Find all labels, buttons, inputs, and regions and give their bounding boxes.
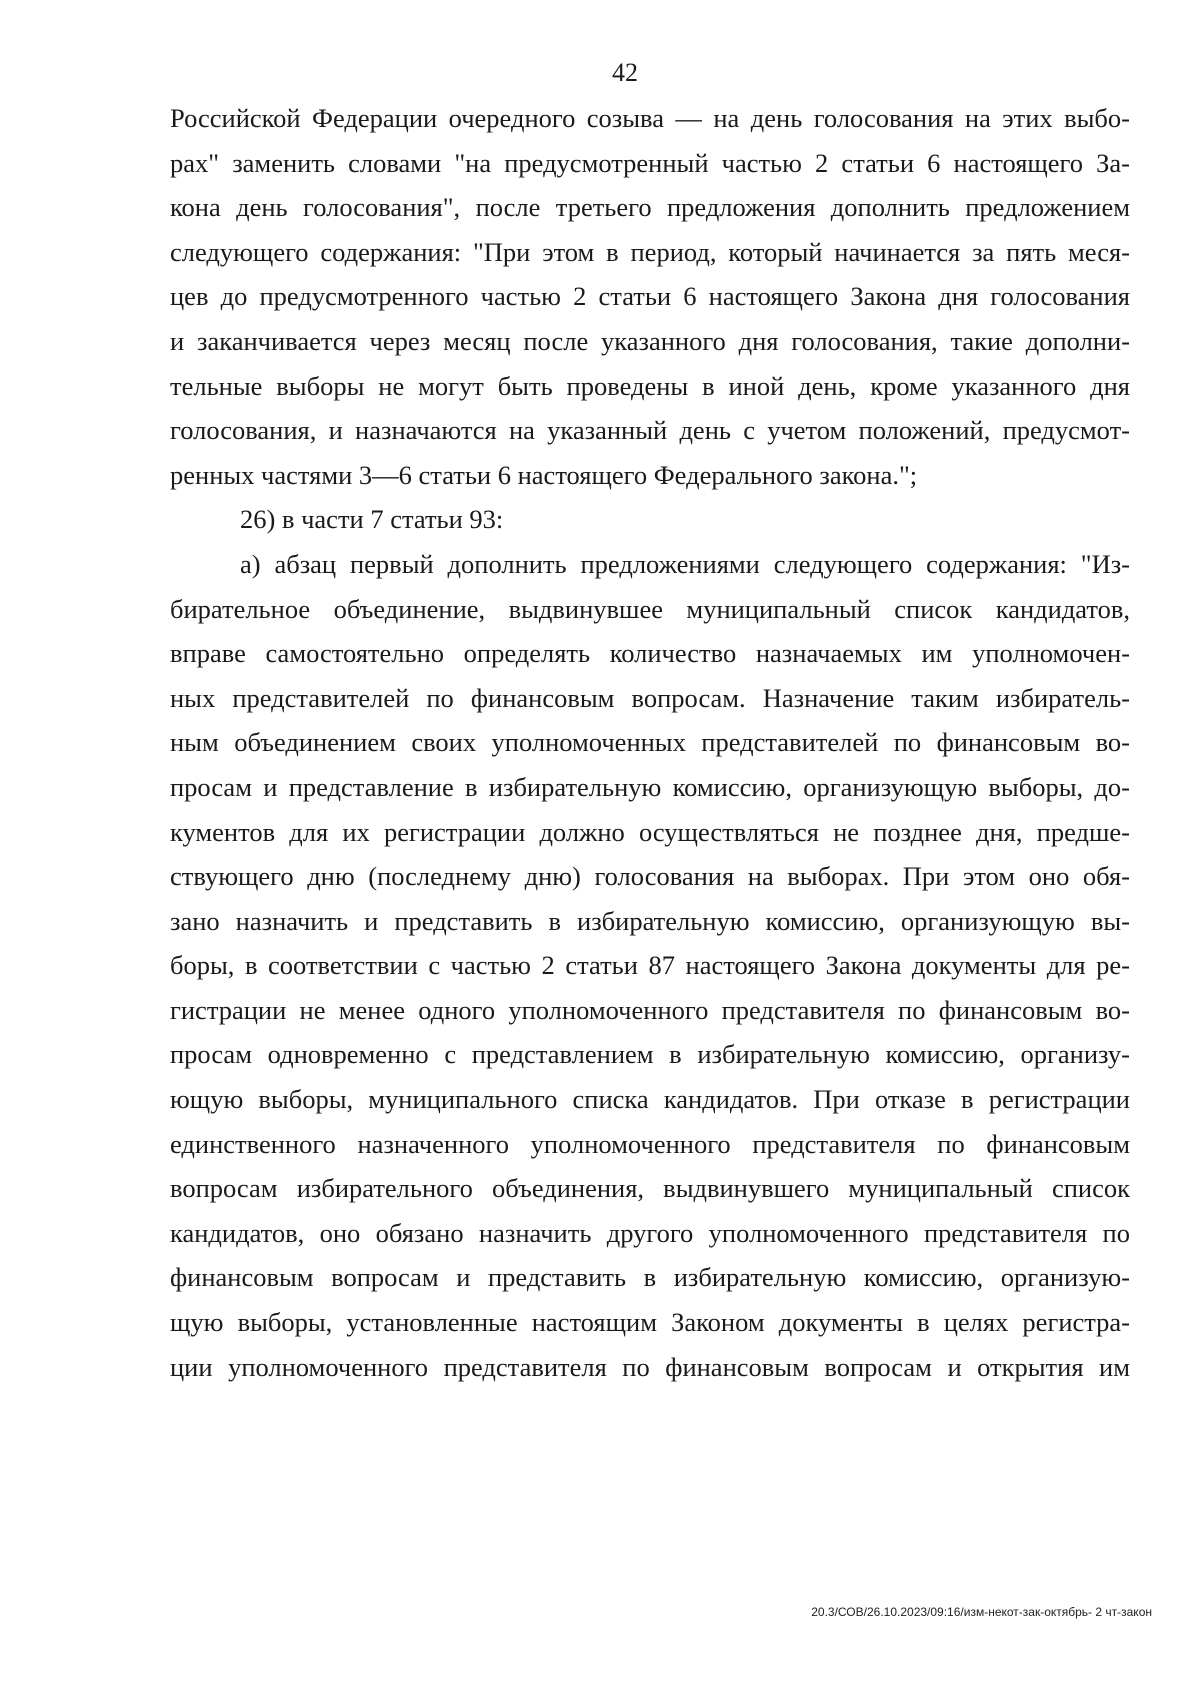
text-line: ным объединением своих уполномоченных представителей по финансовым во- xyxy=(170,727,1130,758)
text-line: гистрации не менее одного уполномоченного представителя по финансовым во- xyxy=(170,994,1130,1025)
text-line: тельные выборы не могут быть проведены в иной день, кроме указанного дня xyxy=(170,370,1130,401)
document-body xyxy=(170,96,1130,1389)
text-line: щую выборы, установленные настоящим Законом документы в целях регистра- xyxy=(170,1307,1130,1338)
text-line: ции уполномоченного представителя по финансовым вопросам и открытия им xyxy=(170,1351,1130,1382)
text-line: голосования, и назначаются на указанный день с учетом положений, предусмот- xyxy=(170,415,1130,446)
text-line: ных представителей по финансовым вопросам. Назначение таким избиратель- xyxy=(170,682,1130,713)
document-footer-code: 20.3/СОВ/26.10.2023/09:16/изм-некот-зак-октябрь- 2 чт-закон xyxy=(811,1605,1152,1619)
text-line: а) абзац первый дополнить предложениями следующего содержания: "Из- xyxy=(240,548,1130,579)
text-line: боры, в соответствии с частью 2 статьи 87 настоящего Закона документы для ре- xyxy=(170,950,1130,981)
item-heading: 26) в части 7 статьи 93: xyxy=(240,504,504,535)
text-line: цев до предусмотренного частью 2 статьи 6 настоящего Закона дня голосования xyxy=(170,281,1130,312)
text-line: ствующего дню (последнему дню) голосования на выборах. При этом оно обя- xyxy=(170,861,1130,892)
text-line: просам и представление в избирательную комиссию, организующую выборы, до- xyxy=(170,771,1130,802)
page-number: 42 xyxy=(612,58,638,87)
text-line: кона день голосования", после третьего предложения дополнить предложением xyxy=(170,192,1130,223)
text-line: следующего содержания: "При этом в период, который начинается за пять меся- xyxy=(170,236,1130,267)
text-line: Российской Федерации очередного созыва — на день голосования на этих выбо- xyxy=(170,103,1130,133)
text-line: кументов для их регистрации должно осуществляться не позднее дня, предше- xyxy=(170,816,1130,847)
text-line: ющую выборы, муниципального списка кандидатов. При отказе в регистрации xyxy=(170,1084,1130,1115)
text-line: просам одновременно с представлением в избирательную комиссию, организу- xyxy=(170,1039,1130,1070)
text-line: и заканчивается через месяц после указанного дня голосования, такие дополни- xyxy=(170,325,1130,356)
text-line: кандидатов, оно обязано назначить другого уполномоченного представителя по xyxy=(170,1217,1130,1248)
text-line: ренных частями 3—6 статьи 6 настоящего Федерального закона."; xyxy=(170,459,918,490)
text-line: финансовым вопросам и представить в избирательную комиссию, организую- xyxy=(170,1262,1130,1293)
text-line: бирательное объединение, выдвинувшее муниципальный список кандидатов, xyxy=(170,593,1130,624)
text-line: единственного назначенного уполномоченного представителя по финансовым xyxy=(170,1128,1130,1159)
text-line: зано назначить и представить в избирательную комиссию, организующую вы- xyxy=(170,905,1130,936)
text-line: вопросам избирательного объединения, выдвинувшего муниципальный список xyxy=(170,1173,1130,1204)
text-line: вправе самостоятельно определять количество назначаемых им уполномочен- xyxy=(170,638,1130,669)
text-line: рах" заменить словами "на предусмотренный частью 2 статьи 6 настоящего За- xyxy=(170,147,1130,178)
